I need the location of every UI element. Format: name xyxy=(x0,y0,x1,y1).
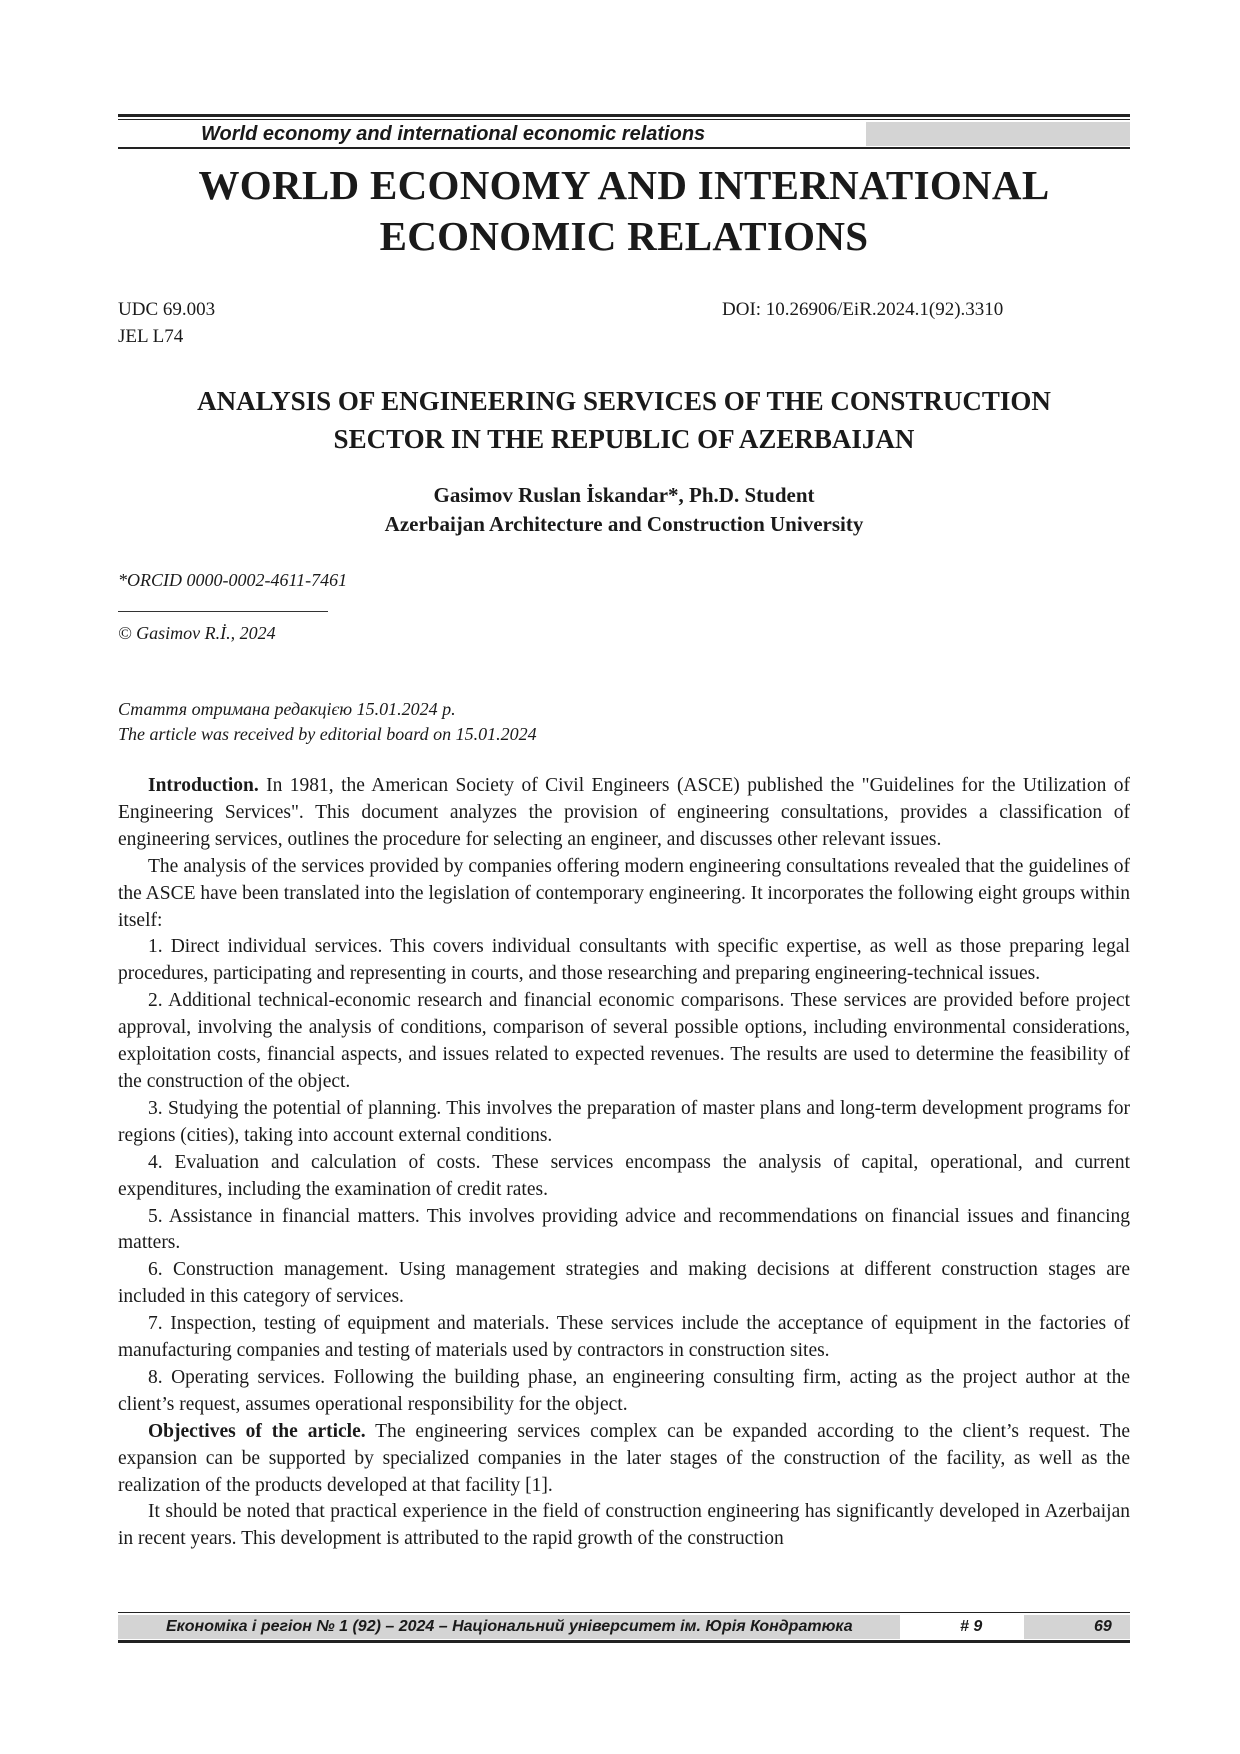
list-item-6: 6. Construction management. Using management strategies and making decisions at different construction stages are included in this category of services. xyxy=(118,1259,1130,1308)
jel-code: JEL L74 xyxy=(118,326,184,347)
running-header xyxy=(118,122,1130,146)
received-date-en: The article was received by editorial board on 15.01.2024 xyxy=(118,724,537,744)
list-item-8: 8. Operating services. Following the building phase, an engineering consulting firm, acting as the project author at the client’s request, assumes operational responsibility for the object. xyxy=(118,1366,1130,1415)
header-rule-bottom xyxy=(118,147,1130,149)
footer-gray-block-page xyxy=(1024,1615,1130,1639)
intro-heading: Introduction. xyxy=(148,775,259,796)
paragraph: It should be noted that practical experience in the field of construction engineering has significantly developed in Azerbaijan in recent years. This development is attributed to the rapid growth of the construction xyxy=(118,1501,1130,1550)
header-gray-block xyxy=(866,122,1130,146)
paragraph: The analysis of the services provided by companies offering modern engineering consultations revealed that the guidelines of the ASCE have been translated into the legislation of contemporary engineering. It incorporates the following eight groups within itself: xyxy=(118,855,1130,931)
doi: DOI: 10.26906/EiR.2024.1(92).3310 xyxy=(722,299,1004,320)
article-title xyxy=(118,382,1130,458)
article-title-line-2: SECTOR IN THE REPUBLIC OF AZERBAIJAN xyxy=(333,424,915,454)
header-rule-thick xyxy=(118,114,1130,117)
section-title-line-2: ECONOMIC RELATIONS xyxy=(379,213,869,259)
author-name: Gasimov Ruslan İskandar*, Ph.D. Student xyxy=(433,483,815,507)
running-footer xyxy=(118,1615,1130,1639)
running-header-title: World economy and international economic relations xyxy=(201,123,706,145)
article-title-line-1: ANALYSIS OF ENGINEERING SERVICES OF THE CONSTRUCTION xyxy=(197,386,1051,416)
received-date-ua: Стаття отримана редакцією 15.01.2024 р. xyxy=(118,699,456,719)
author-affiliation: Azerbaijan Architecture and Construction University xyxy=(384,512,864,536)
section-title-line-1: WORLD ECONOMY AND INTERNATIONAL xyxy=(198,162,1050,208)
footer-journal: Економіка і регіон № 1 (92) – 2024 – Національний університет ім. Юрія Кондратюка xyxy=(166,1618,853,1635)
udc-code: UDC 69.003 xyxy=(118,299,216,320)
paragraph-objectives xyxy=(118,1419,1130,1500)
article-body xyxy=(118,773,1130,1553)
intro-text: In 1981, the American Society of Civil Engineers (ASCE) published the "Guidelines for the Utilization of Engineering Services". This document analyzes the provision of engineering consultations, provides a classification of engineering services, outlines the procedure for selecting an engineer, and discusses other relevant issues. xyxy=(118,775,1130,850)
paragraph-introduction xyxy=(118,773,1130,854)
list-item-7: 7. Inspection, testing of equipment and materials. These services include the acceptance of equipment in the factories of manufacturing companies and testing of materials used by contractors in construction sites. xyxy=(118,1313,1130,1362)
orcid: *ORCID 0000-0002-4611-7461 xyxy=(118,570,348,590)
list-item-3: 3. Studying the potential of planning. This involves the preparation of master plans and long-term development programs for regions (cities), taking into account external conditions. xyxy=(118,1097,1130,1146)
list-item-5: 5. Assistance in financial matters. This involves providing advice and recommendations on financial issues and financing matters. xyxy=(118,1205,1130,1254)
page-number: 69 xyxy=(1094,1618,1112,1635)
list-item-1: 1. Direct individual services. This covers individual consultants with specific expertise, as well as those preparing legal procedures, participating and representing in courts, and those researching and preparing engineering-technical issues. xyxy=(118,936,1130,985)
footnote-rule xyxy=(118,611,328,612)
footer-issue-number: # 9 xyxy=(960,1618,983,1635)
author-block xyxy=(118,481,1130,539)
objectives-heading: Objectives of the article. xyxy=(148,1420,366,1442)
section-title xyxy=(118,160,1130,262)
footer-rule-top xyxy=(118,1612,1130,1613)
list-item-2: 2. Additional technical-economic research and financial economic comparisons. These services are provided before project approval, involving the analysis of conditions, comparison of several possible options, including environmental considerations, exploitation costs, financial aspects, and issues related to expected revenues. The results are used to determine the feasibility of the construction of the object. xyxy=(118,990,1130,1092)
footer-rule-bottom xyxy=(118,1640,1130,1643)
list-item-4: 4. Evaluation and calculation of costs. These services encompass the analysis of capital, operational, and current expenditures, including the examination of credit rates. xyxy=(118,1151,1130,1200)
header-rule-thin xyxy=(118,119,1130,120)
objectives-text: The engineering services complex can be expanded according to the client’s request. The expansion can be supported by specialized companies in the later stages of the construction of the facility, as well as the realization of the products developed at that facility [1]. xyxy=(118,1420,1130,1496)
copyright: © Gasimov R.İ., 2024 xyxy=(118,623,276,643)
